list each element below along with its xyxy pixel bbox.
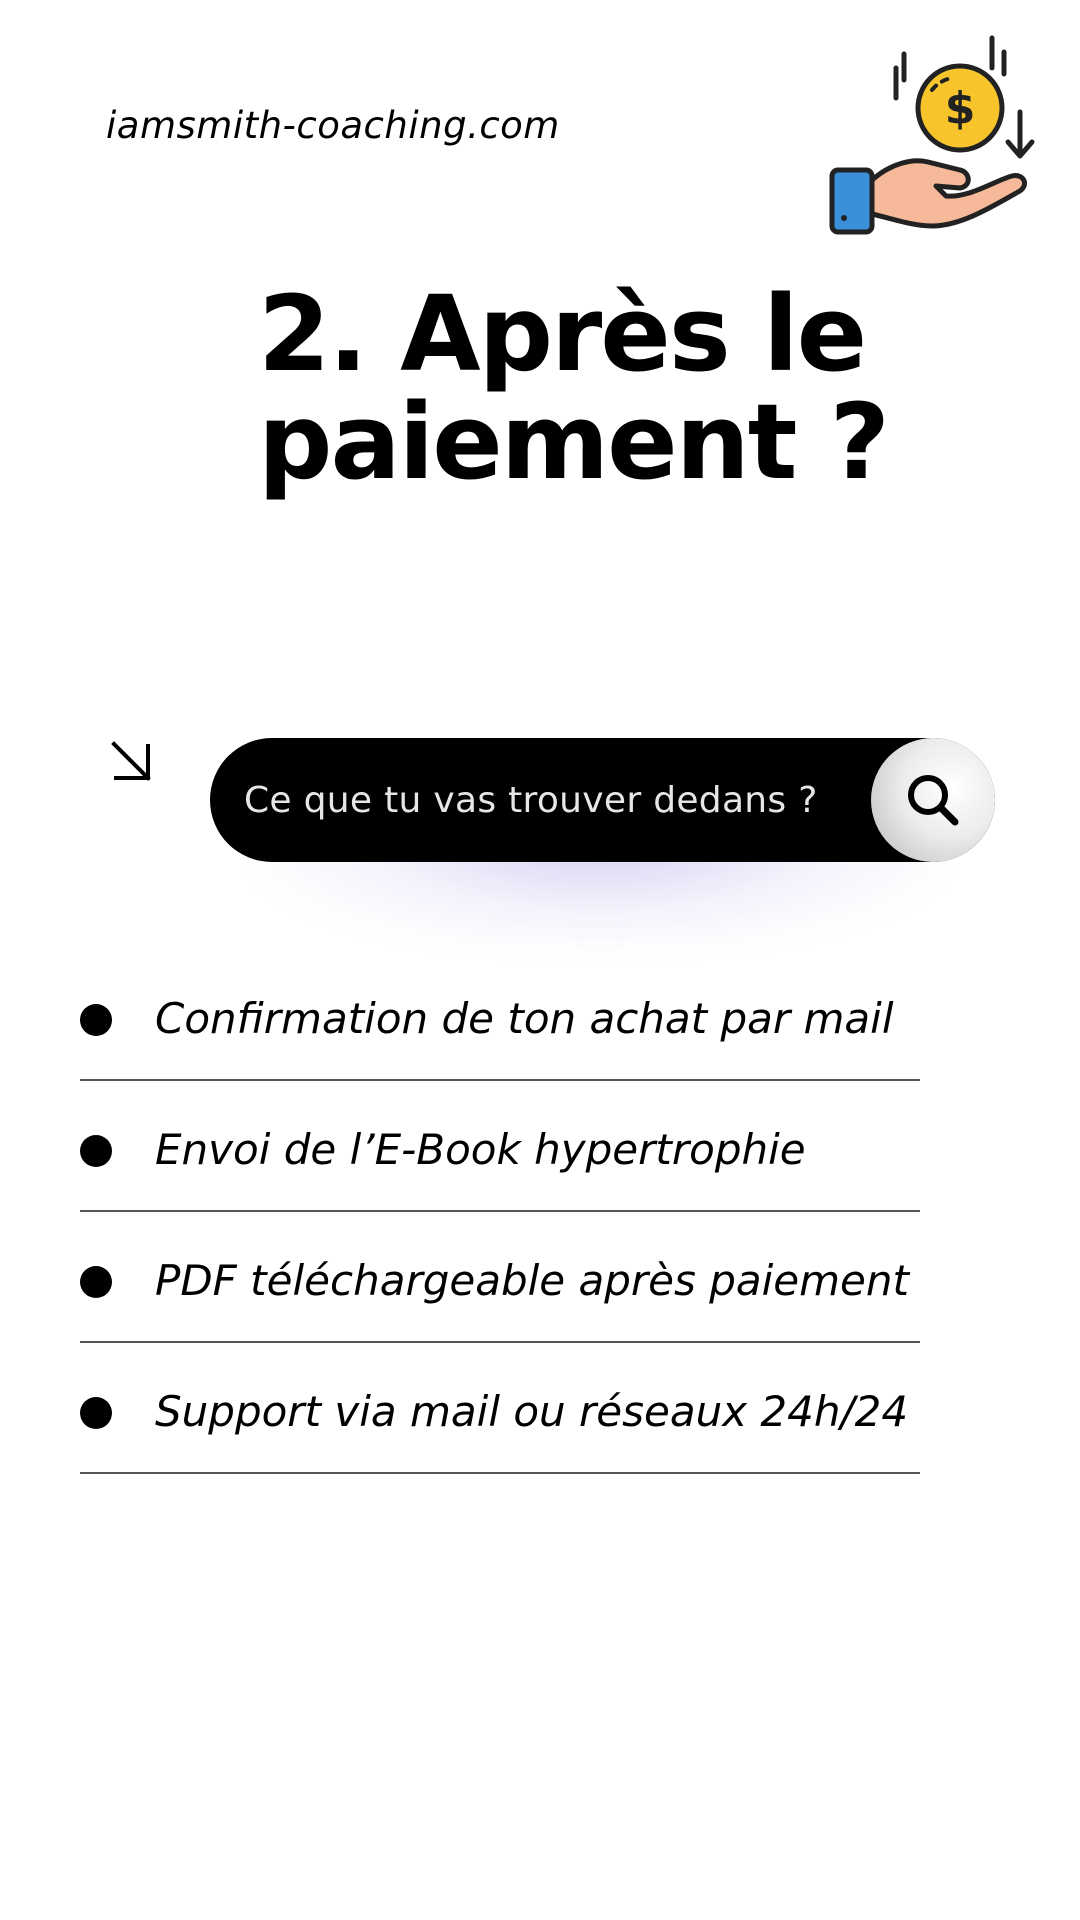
divider [80,1472,920,1474]
list-item [80,1222,980,1353]
site-url[interactable]: iamsmith-coaching.com [106,104,560,147]
arrow-down-right-icon [108,738,156,786]
divider [80,1210,920,1212]
bullet-icon [80,1135,112,1167]
list-item [80,960,980,1091]
feature-list [80,960,980,1484]
search-label: Ce que tu vas trouver dedans ? [244,779,818,821]
search-button[interactable] [871,738,995,862]
bullet-icon [80,1266,112,1298]
bullet-icon [80,1397,112,1429]
list-item [80,1091,980,1222]
divider [80,1341,920,1343]
divider [80,1079,920,1081]
feature-label: Support via mail ou réseaux 24h/24 [155,1387,909,1436]
svg-text:$: $ [944,83,976,134]
search-bar[interactable] [210,738,995,862]
list-item [80,1353,980,1484]
page-title-line-1: 2. Après le [258,273,866,395]
bullet-icon [80,1004,112,1036]
hand-receiving-coin-icon [820,30,1040,240]
page-title-line-2: paiement ? [258,381,888,503]
feature-label: Envoi de l’E-Book hypertrophie [155,1125,806,1174]
feature-label: PDF téléchargeable après paiement [155,1256,909,1305]
search-icon [901,768,965,832]
page-title [258,273,958,503]
feature-label: Confirmation de ton achat par mail [155,994,894,1043]
